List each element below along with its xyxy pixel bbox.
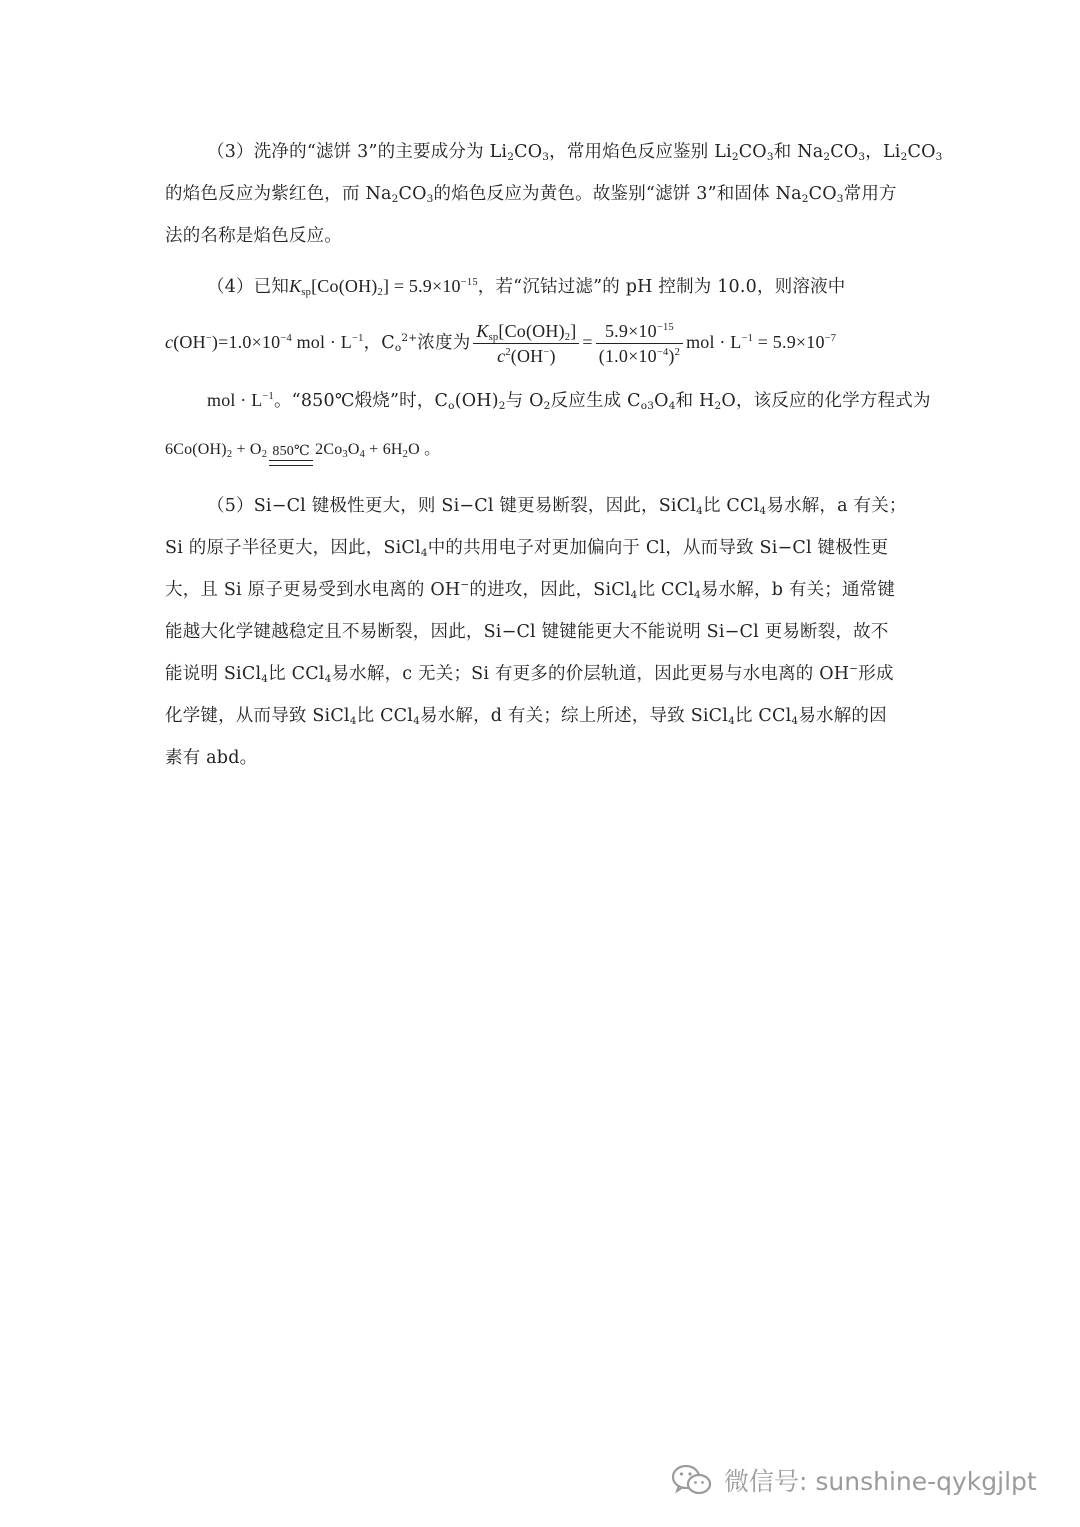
p5-line-5: 能说明 SiCl$_4$比 CCl$_4$易水解，c 无关；Si 有更多的价层轨道，因此更易与水电离的 OH−形成 — [165, 663, 894, 685]
watermark-text: 微信号: sunshine-qykgjlpt — [724, 1467, 1037, 1496]
p3-line-1: （3）洗净的“滤饼 3”的主要成分为 $Li_2CO_3$，常用焰色反应鉴别 $Li_2CO_3$和 $Na_2CO_3$，$Li_2CO_3$ — [207, 142, 943, 163]
p5-line-7: 素有 abd。 — [165, 748, 258, 768]
p4-line-1: （4）已知$K_{sp}[Co(OH)_2] = 5.9\times 10^{-15}$，若“沉钴过滤”的 pH 控制为 10.0，则溶液中 — [207, 276, 846, 298]
p4-line-2: $c(OH^-)=1.0\times 10^{-4}$ mol · $L^{-1}$，$C_o^{2+}$浓度为 $\frac{K_{sp}[Co(OH)_2]}{c^2(OH^-)}$ = $\frac{5.9\times 10^{-15}}{(1.0\times 10^{-4})^2}$ mol · $L^{-1} = 5.9\times 10^{-7}$ — [165, 321, 837, 366]
p4-line-3: mol · $L^{-1}$。“850℃煅烧”时，$C_o(OH)_2$与 $O_2$反应生成 $C_{o3}O_4$和 $H_2O$，该反应的化学方程式为 — [207, 390, 931, 412]
p4-equation: $6Co(OH)_2 + O_2$ 850℃ $2Co_3O_4 + 6H_2O$ 。 — [165, 428, 920, 472]
wechat-watermark — [670, 1460, 1037, 1500]
ksp-over-oh-fraction: $\frac{K_{sp}[Co(OH)_2]}{c^2(OH^-)}$ — [473, 320, 579, 367]
p5-line-4: 能越大化学键越稳定且不易断裂，因此，Si−Cl 键键能更大不能说明 Si−Cl 更易断裂，故不 — [165, 622, 889, 642]
p5-line-1: （5）Si−Cl 键极性更大，则 Si−Cl 键更易断裂，因此，SiCl$_4$比 CCl$_4$易水解，a 有关； — [207, 496, 907, 517]
p3-line-2: 的焰色反应为紫红色，而 $Na_2CO_3$的焰色反应为黄色。故鉴别“滤饼 3”和固体 $Na_2CO_3$常用方 — [165, 184, 897, 205]
wechat-logo-icon — [670, 1463, 714, 1497]
numeric-fraction: $\frac{5.9\times 10^{-15}}{(1.0\times 10^{-4})^2}$ — [596, 320, 683, 367]
p5-line-6: 化学键，从而导致 SiCl$_4$比 CCl$_4$易水解，d 有关；综上所述，导致 SiCl$_4$比 CCl$_4$易水解的因 — [165, 706, 887, 727]
p5-line-2: Si 的原子半径更大，因此，SiCl$_4$中的共用电子对更加偏向于 Cl，从而导致 Si−Cl 键极性更 — [165, 538, 889, 559]
p3-line-3: 法的名称是焰色反应。 — [165, 226, 342, 246]
p5-line-3: 大，且 Si 原子更易受到水电离的 OH−的进攻，因此，SiCl$_4$比 CCl$_4$易水解，b 有关；通常键 — [165, 579, 896, 601]
reaction-condition-arrow: 850℃ — [269, 444, 313, 472]
